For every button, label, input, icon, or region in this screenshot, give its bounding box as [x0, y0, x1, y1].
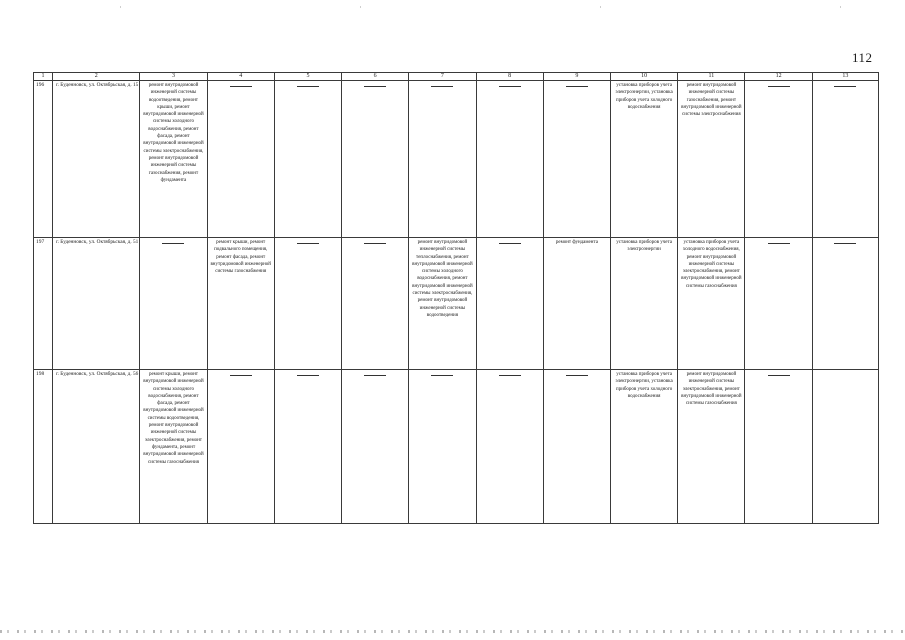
column-header: 1 — [34, 73, 53, 81]
works-cell: ремонт внутридомовой инженерной системы водоотведения, ремонт крыши, ремонт внутридомовой инженерной системы холодного водоснабжения, ремонт фасада, ремонт внутридомовой инженерной системы электроснабжения, ремонт внутридомовой инженерной системы газоснабжения, ремонт фундамента — [140, 81, 207, 238]
empty-cell — [342, 370, 409, 524]
dash-mark — [768, 86, 790, 87]
empty-cell — [274, 81, 341, 238]
column-header: 8 — [476, 73, 543, 81]
empty-cell — [812, 370, 878, 524]
scan-artifact-bottom — [0, 630, 905, 633]
column-header: 2 — [53, 73, 140, 81]
empty-cell — [543, 81, 610, 238]
dash-mark — [566, 86, 588, 87]
dash-mark — [364, 86, 386, 87]
empty-cell — [409, 370, 476, 524]
dash-mark — [364, 375, 386, 376]
empty-cell — [274, 370, 341, 524]
works-cell: ремонт крыши, ремонт внутридомовой инженерной системы холодного водоснабжения, ремонт фасада, ремонт внутридомовой инженерной системы водоотведения, ремонт внутридомовой инженерной системы электроснабжения, ремонт фундамента, ремонт внутридомовой инженерной системы газоснабжения — [140, 370, 207, 524]
table-row — [34, 81, 879, 238]
column-header: 9 — [543, 73, 610, 81]
works-cell: ремонт внутридомовой инженерной системы газоснабжения, ремонт внутридомовой инженерной системы электроснабжения — [678, 81, 745, 238]
empty-cell — [745, 81, 812, 238]
empty-cell — [409, 81, 476, 238]
dash-mark — [230, 375, 252, 376]
works-cell: установка приборов учета электроэнергии — [611, 238, 678, 370]
scan-artifact-top — [0, 6, 905, 8]
empty-cell — [476, 370, 543, 524]
row-number: 198 — [34, 370, 53, 524]
works-cell: установка приборов учета холодного водоснабжения, ремонт внутридомовой инженерной системы электроснабжения, ремонт внутридомовой инженерной системы газоснабжения — [678, 238, 745, 370]
row-address: г. Буденновск, ул. Октябрьская, д. 51 — [53, 238, 140, 370]
row-address: г. Буденновск, ул. Октябрьская, д. 15 — [53, 81, 140, 238]
empty-cell — [274, 238, 341, 370]
dash-mark — [834, 86, 856, 87]
empty-cell — [745, 238, 812, 370]
repair-program-table — [33, 72, 879, 524]
empty-cell — [543, 370, 610, 524]
works-cell: ремонт крыши, ремонт подвального помещения, ремонт фасада, ремонт внутридомовой инженерной системы газоснабжения — [207, 238, 274, 370]
column-number-row — [34, 73, 879, 81]
empty-cell — [812, 81, 878, 238]
column-header: 3 — [140, 73, 207, 81]
dash-mark — [297, 243, 319, 244]
dash-mark — [768, 375, 790, 376]
column-header: 5 — [274, 73, 341, 81]
works-cell: ремонт внутридомовой инженерной системы электроснабжения, ремонт внутридомовой инженерной системы газоснабжения — [678, 370, 745, 524]
row-number: 196 — [34, 81, 53, 238]
empty-cell — [476, 238, 543, 370]
works-cell: ремонт фундамента — [543, 238, 610, 370]
works-cell: установка приборов учета электроэнергии, установка приборов учета холодного водоснабжения — [611, 370, 678, 524]
empty-cell — [342, 81, 409, 238]
column-header: 12 — [745, 73, 812, 81]
empty-cell — [342, 238, 409, 370]
page-number: 112 — [852, 50, 873, 65]
dash-mark — [499, 86, 521, 87]
column-header: 6 — [342, 73, 409, 81]
column-header: 4 — [207, 73, 274, 81]
dash-mark — [566, 375, 588, 376]
table-row — [34, 370, 879, 524]
dash-mark — [431, 375, 453, 376]
dash-mark — [768, 243, 790, 244]
dash-mark — [499, 375, 521, 376]
column-header: 10 — [611, 73, 678, 81]
table-row — [34, 238, 879, 370]
dash-mark — [834, 243, 856, 244]
empty-cell — [745, 370, 812, 524]
works-cell: ремонт внутридомовой инженерной системы теплоснабжения, ремонт внутридомовой инженерной системы холодного водоснабжения, ремонт внутридомовой инженерной системы электроснабжения, ремонт внутридомовой инженерной системы водоотведения — [409, 238, 476, 370]
dash-mark — [230, 86, 252, 87]
column-header: 13 — [812, 73, 878, 81]
dash-mark — [162, 243, 184, 244]
column-header: 11 — [678, 73, 745, 81]
empty-cell — [476, 81, 543, 238]
dash-mark — [364, 243, 386, 244]
empty-cell — [207, 370, 274, 524]
empty-cell — [812, 238, 878, 370]
column-header: 7 — [409, 73, 476, 81]
empty-cell — [207, 81, 274, 238]
empty-cell — [140, 238, 207, 370]
row-number: 197 — [34, 238, 53, 370]
dash-mark — [297, 86, 319, 87]
dash-mark — [431, 86, 453, 87]
dash-mark — [297, 375, 319, 376]
row-address: г. Буденновск, ул. Октябрьская, д. 56 — [53, 370, 140, 524]
dash-mark — [499, 243, 521, 244]
works-cell: установка приборов учета электроэнергии, установка приборов учета холодного водоснабжения — [611, 81, 678, 238]
